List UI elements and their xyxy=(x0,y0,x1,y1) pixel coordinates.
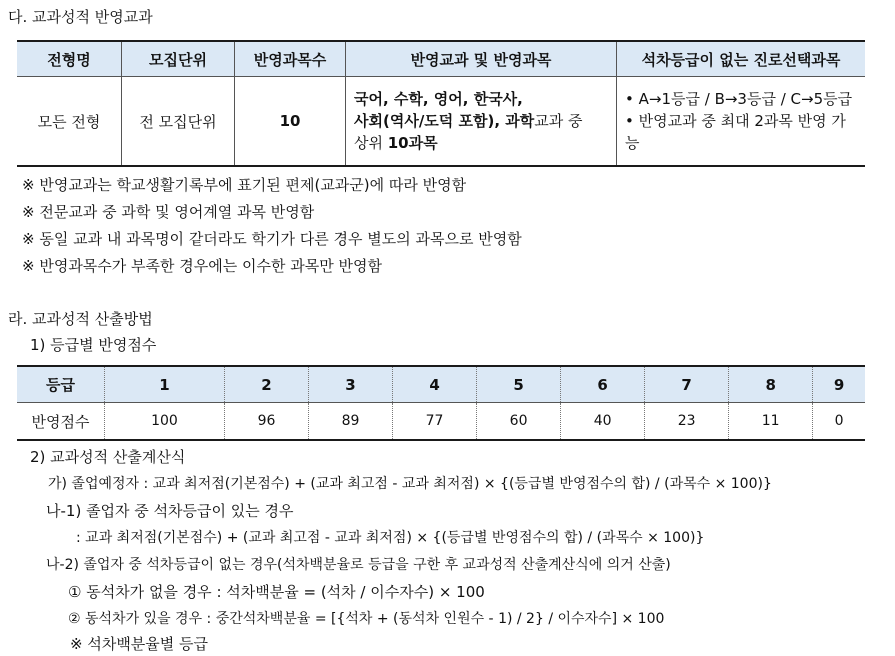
career-list xyxy=(625,88,857,154)
table-header-row xyxy=(17,41,865,77)
subsection-title: 1) 등급별 반영점수 xyxy=(30,336,157,354)
grade-cell: 6 xyxy=(561,366,645,403)
score-label: 반영점수 xyxy=(31,412,90,431)
subjects-plain: 상위 xyxy=(354,134,388,152)
grade-score-table xyxy=(17,365,865,441)
section-title-calculation: 라. 교과성적 산출방법 xyxy=(8,310,153,328)
formula-line: 가) 졸업예정자 : 교과 최저점(기본점수) + (교과 최고점 - 교과 최저점) × {(등급별 반영점수의 합) / (과목수 × 100)} xyxy=(48,476,772,492)
header-cell: 모집단위 xyxy=(122,41,235,77)
note: ※ 반영교과는 학교생활기록부에 표기된 편제(교과군)에 따라 반영함 xyxy=(22,176,467,194)
career-subjects-cell xyxy=(617,77,866,167)
note: ※ 반영과목수가 부족한 경우에는 이수한 과목만 반영함 xyxy=(22,257,382,275)
grade-cell: 1 xyxy=(105,366,225,403)
note: ※ 동일 교과 내 과목명이 같더라도 학기가 다른 경우 별도의 과목으로 반영함 xyxy=(22,230,522,248)
score-cell: 96 xyxy=(224,403,308,441)
note: ※ 전문교과 중 과학 및 영어계열 과목 반영함 xyxy=(22,203,315,221)
subjects-bold: 사회(역사/도덕 포함), 과학 xyxy=(354,112,535,130)
grade-cell: 8 xyxy=(729,366,813,403)
score-cell: 11 xyxy=(729,403,813,441)
grade-cell: 7 xyxy=(645,366,729,403)
table-row xyxy=(17,403,865,441)
subsection-title: 2) 교과성적 산출계산식 xyxy=(30,448,186,466)
score-cell: 77 xyxy=(393,403,477,441)
score-cell: 23 xyxy=(645,403,729,441)
reflected-subjects-table xyxy=(17,40,865,167)
score-cell: 0 xyxy=(813,403,865,441)
subjects-bold: 10과목 xyxy=(387,134,438,152)
subjects-rest: 교과 중 xyxy=(534,112,583,130)
grade-label: 등급 xyxy=(17,366,105,403)
subjects-line xyxy=(354,132,608,154)
list-item: • A→1등급 / B→3등급 / C→5등급 xyxy=(625,88,857,110)
formula-line: : 교과 최저점(기본점수) + (교과 최고점 - 교과 최저점) × {(등급별 반영점수의 합) / (과목수 × 100)} xyxy=(76,530,705,546)
list-item: • 반영교과 중 최대 2과목 반영 가능 xyxy=(625,110,857,154)
grade-cell: 5 xyxy=(477,366,561,403)
score-cell: 60 xyxy=(477,403,561,441)
table-header-row xyxy=(17,366,865,403)
header-cell: 반영교과 및 반영과목 xyxy=(346,41,617,77)
score-cell: 100 xyxy=(105,403,225,441)
grade-cell: 9 xyxy=(813,366,865,403)
admission-type-cell: 모든 전형 xyxy=(37,112,101,131)
formula-line: ① 동석차가 없을 경우 : 석차백분율 = (석차 / 이수자수) × 100 xyxy=(68,583,485,601)
header-cell: 전형명 xyxy=(17,41,122,77)
subjects-line xyxy=(354,110,608,132)
section-title-reflected-subjects: 다. 교과성적 반영교과 xyxy=(8,8,153,26)
unit-cell: 전 모집단위 xyxy=(122,77,235,167)
table-row xyxy=(17,77,865,167)
formula-line: 나-1) 졸업자 중 석차등급이 있는 경우 xyxy=(46,502,294,520)
formula-line: ② 동석차가 있을 경우 : 중간석차백분율 = [{석차 + (동석차 인원수 - 1) / 2} / 이수자수] × 100 xyxy=(68,611,665,627)
formula-line: 나-2) 졸업자 중 석차등급이 없는 경우(석차백분율로 등급을 구한 후 교과성적 산출계산식에 의거 산출) xyxy=(46,557,671,573)
score-cell: 40 xyxy=(561,403,645,441)
grade-cell: 4 xyxy=(393,366,477,403)
grade-cell: 3 xyxy=(309,366,393,403)
score-cell: 89 xyxy=(309,403,393,441)
subject-count-cell: 10 xyxy=(235,77,346,167)
subjects-cell xyxy=(346,77,617,167)
header-cell: 석차등급이 없는 진로선택과목 xyxy=(617,41,866,77)
formula-line: ※ 석차백분율별 등급 xyxy=(70,635,209,653)
subjects-line: 국어, 수학, 영어, 한국사, xyxy=(354,90,523,108)
header-cell: 반영과목수 xyxy=(235,41,346,77)
grade-cell: 2 xyxy=(224,366,308,403)
